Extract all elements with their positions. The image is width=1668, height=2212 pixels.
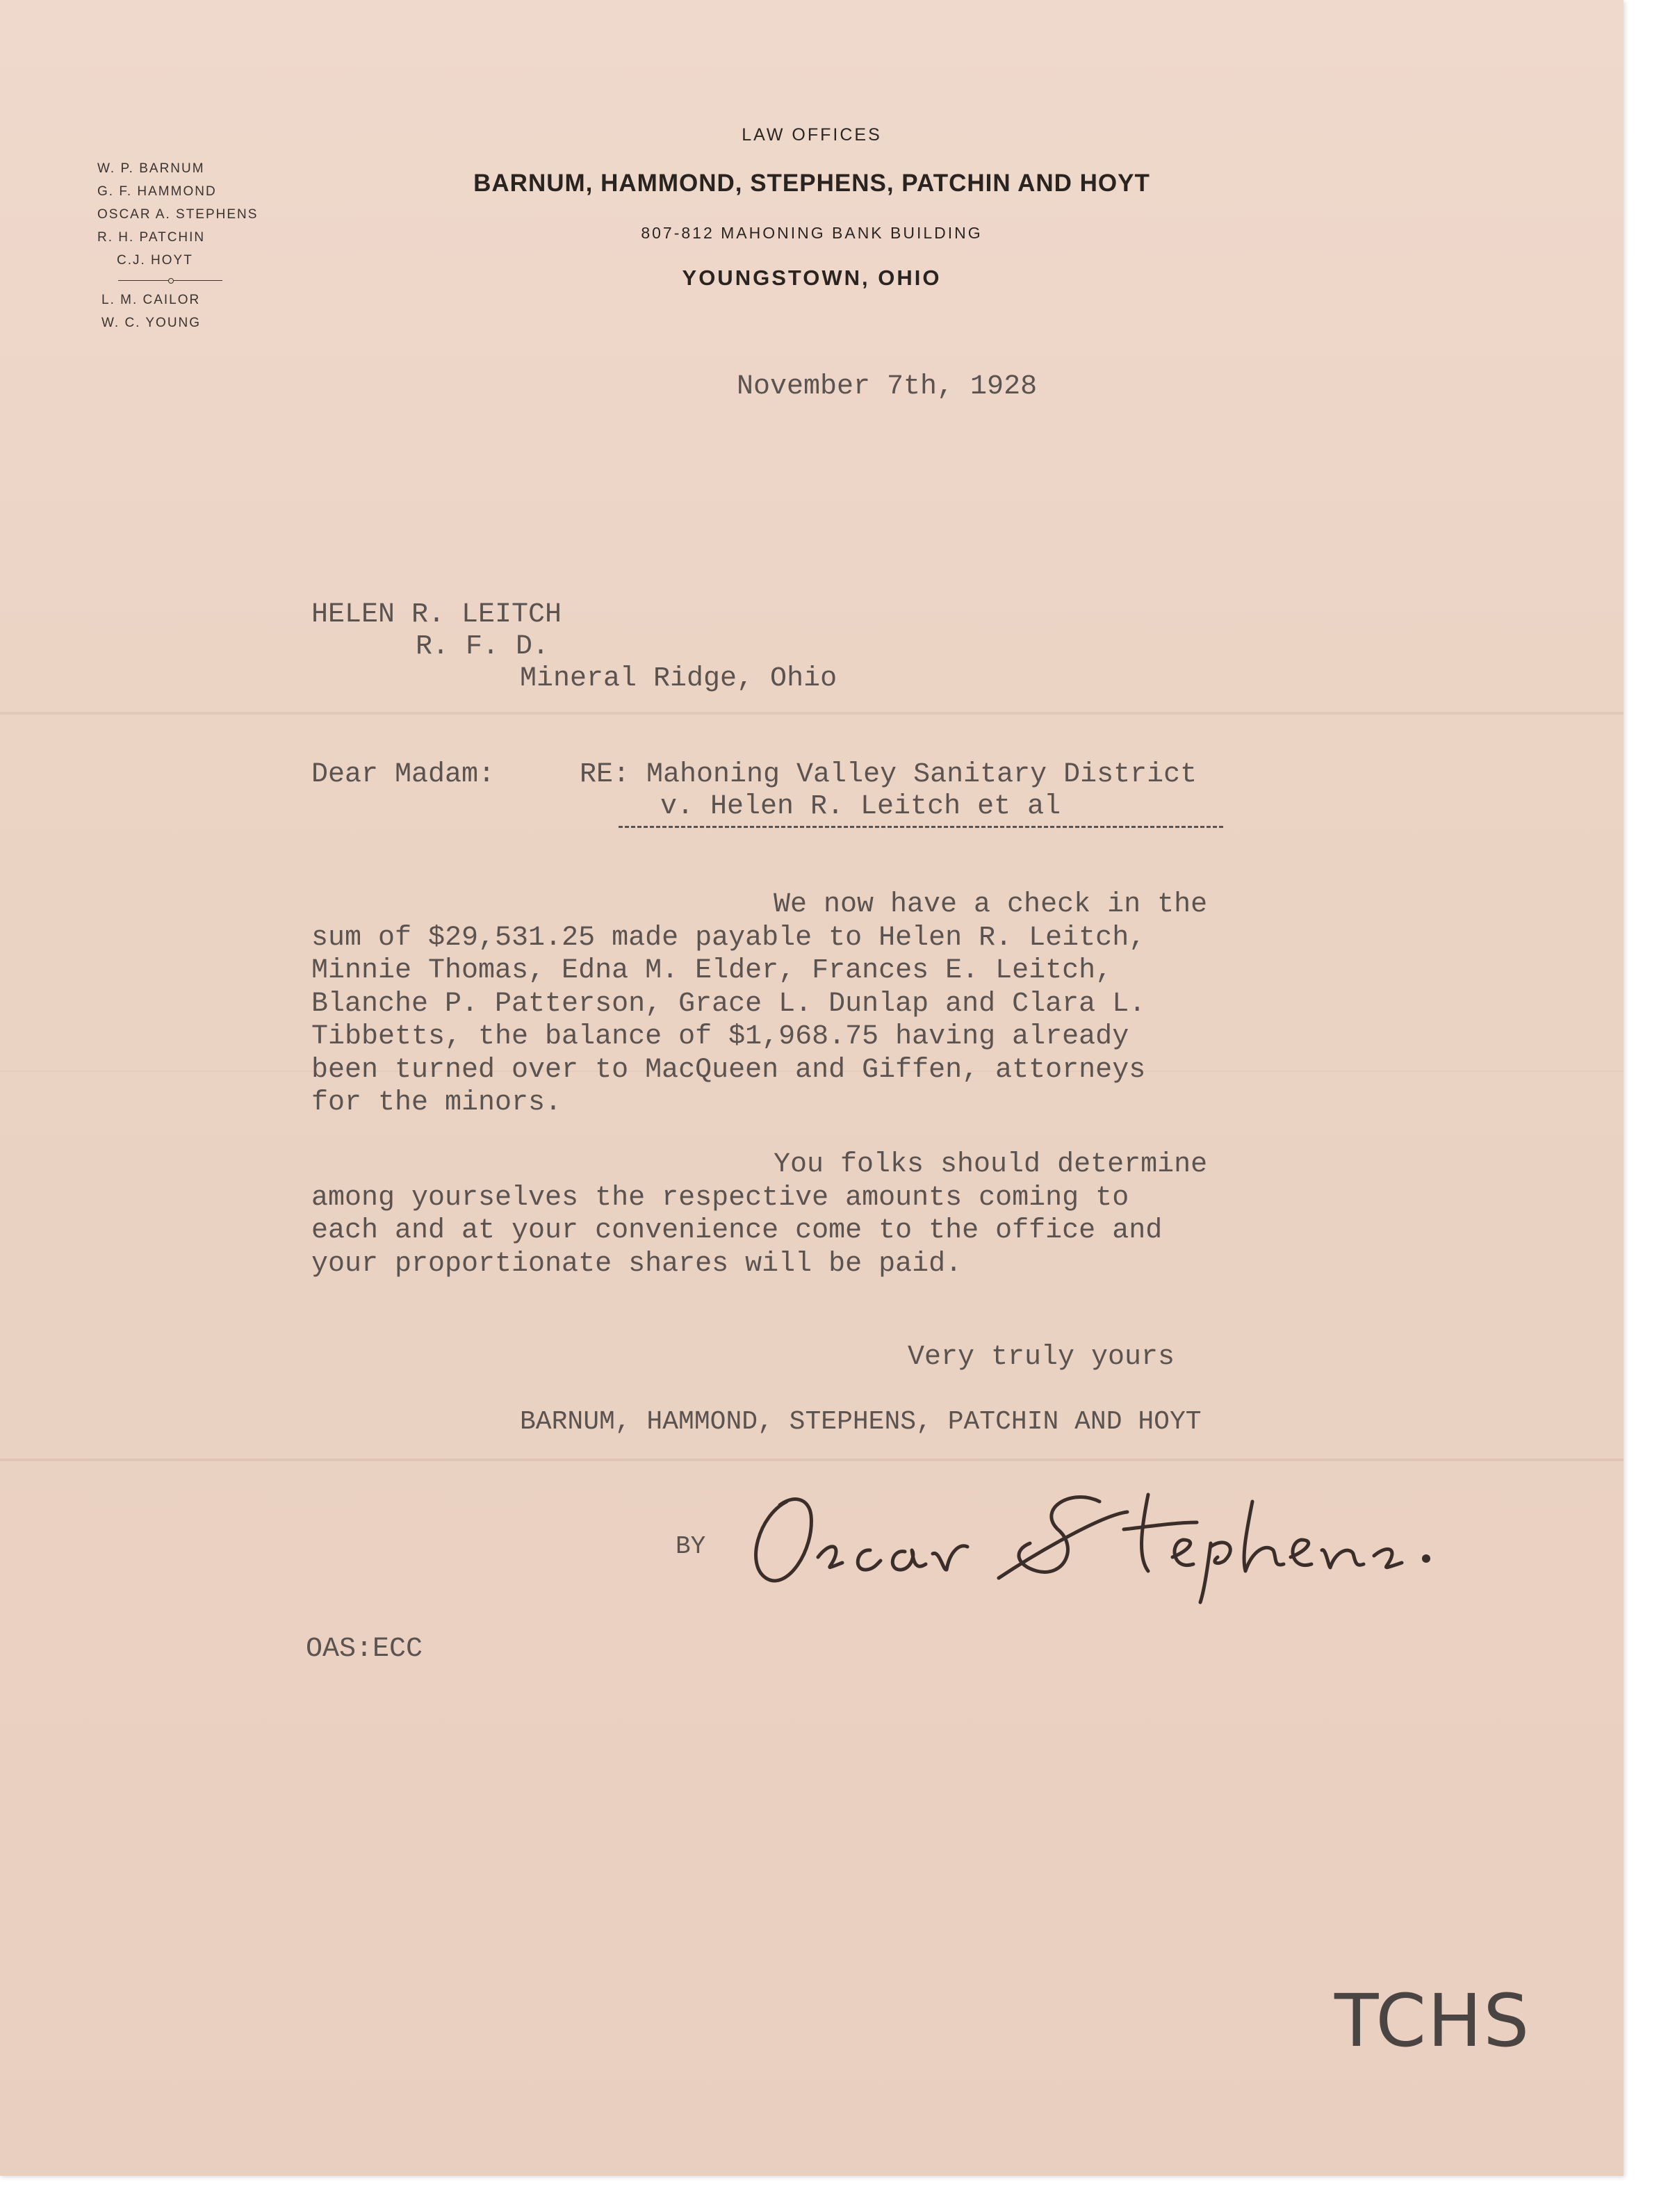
partner-name: C.J. HOYT xyxy=(117,253,193,268)
salutation: Dear Madam: xyxy=(311,759,496,790)
letterhead-firm: BARNUM, HAMMOND, STEPHENS, PATCHIN AND HOYT xyxy=(473,170,1150,197)
partner-name: G. F. HAMMOND xyxy=(97,184,217,199)
letter-date: November 7th, 1928 xyxy=(737,371,1038,402)
partner-name: W. P. BARNUM xyxy=(97,161,205,176)
body-line: Tibbetts, the balance of $1,968.75 having already xyxy=(311,1021,1129,1052)
partner-name: R. H. PATCHIN xyxy=(97,230,206,245)
address-line: Mineral Ridge, Ohio xyxy=(520,663,837,694)
fold-crease xyxy=(0,712,1624,715)
fold-crease xyxy=(0,1458,1624,1461)
closing: Very truly yours xyxy=(908,1342,1175,1373)
re-line: RE: Mahoning Valley Sanitary District xyxy=(580,759,1197,790)
body-line: sum of $29,531.25 made payable to Helen R. Leitch, xyxy=(311,922,1146,954)
by-label: BY xyxy=(676,1532,706,1561)
address-line: HELEN R. LEITCH xyxy=(311,599,562,631)
body-paragraph xyxy=(311,1148,1354,1280)
body-line: You folks should determine xyxy=(774,1149,1208,1180)
body-line: each and at your convenience come to the office and xyxy=(311,1215,1163,1246)
body-line: for the minors. xyxy=(311,1087,562,1119)
body-line: Blanche P. Patterson, Grace L. Dunlap and Clara L. xyxy=(311,988,1146,1020)
address-line: R. F. D. xyxy=(416,631,550,662)
body-line: We now have a check in the xyxy=(774,889,1208,920)
letterhead-city: YOUNGSTOWN, OHIO xyxy=(682,266,942,290)
body-line: among yourselves the respective amounts coming to xyxy=(311,1182,1129,1214)
letterhead-building: 807-812 MAHONING BANK BUILDING xyxy=(641,224,983,242)
associate-name: L. M. CAILOR xyxy=(101,293,201,307)
body-line: your proportionate shares will be paid. xyxy=(311,1248,963,1280)
body-line: Minnie Thomas, Edna M. Elder, Frances E. Leitch, xyxy=(311,955,1113,986)
associate-name: W. C. YOUNG xyxy=(101,316,202,330)
handwritten-signature xyxy=(738,1474,1461,1606)
partner-name: OSCAR A. STEPHENS xyxy=(97,207,259,222)
body-line: been turned over to MacQueen and Giffen, attorneys xyxy=(311,1054,1146,1086)
re-line: v. Helen R. Leitch et al xyxy=(660,791,1061,822)
letterhead-label: LAW OFFICES xyxy=(742,125,882,145)
watermark: TCHS xyxy=(1334,1978,1531,2063)
typist-initials: OAS:ECC xyxy=(306,1634,423,1665)
body-paragraph xyxy=(311,888,1354,1120)
firm-signature-line: BARNUM, HAMMOND, STEPHENS, PATCHIN AND HOYT xyxy=(520,1407,1202,1437)
re-underline xyxy=(619,826,1223,828)
